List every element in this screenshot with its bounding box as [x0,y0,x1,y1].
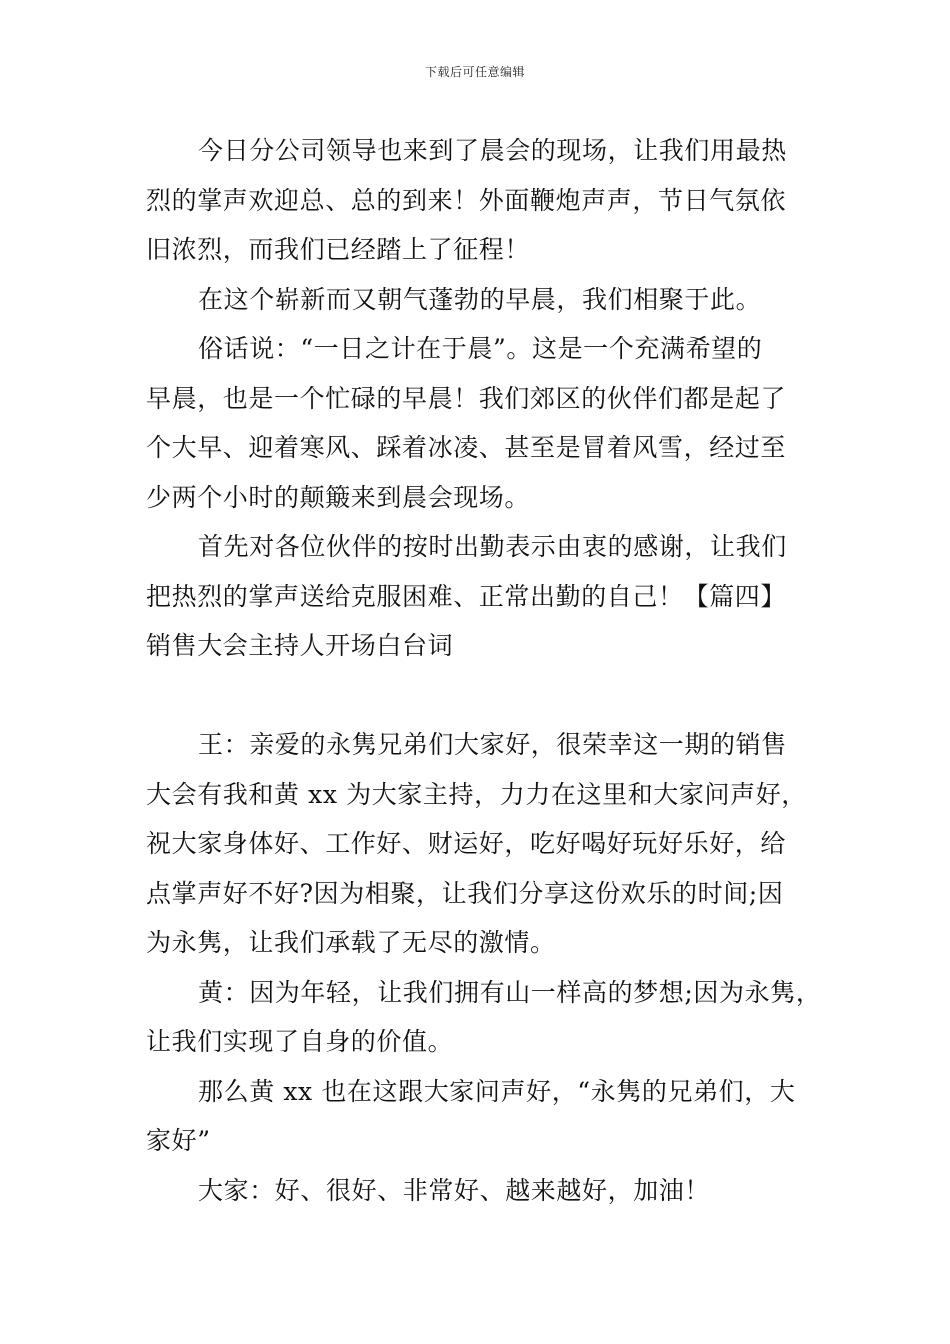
paragraph-line: 俗话说：“一日之计在于晨”。这是一个充满希望的 [198,334,763,363]
page-header: 下载后可任意编辑 [424,65,525,79]
section-title-line: 销售大会主持人开场白台词 [146,631,454,660]
paragraph-line: 那么黄 xx 也在这跟大家问声好，“永隽的兄弟们，大 [198,1076,796,1106]
paragraph-line: 王：亲爱的永隽兄弟们大家好，很荣幸这一期的销售 [198,730,787,759]
paragraph-line: 点掌声好不好?因为相聚，让我们分享这份欢乐的时间;因 [146,878,784,908]
paragraph-line: 家好” [146,1126,211,1155]
document-body [146,126,822,1215]
paragraph-line: 黄：因为年轻，让我们拥有山一样高的梦想;因为永隽， [198,977,822,1007]
paragraph-line: 为永隽，让我们承载了无尽的激情。 [146,928,556,957]
paragraph-line: 把热烈的掌声送给克服困难、正常出勤的自己！【篇四】 [146,581,787,611]
paragraph-line: 旧浓烈，而我们已经踏上了征程！ [146,235,531,264]
paragraph-line: 今日分公司领导也来到了晨会的现场，让我们用最热 [198,136,787,165]
paragraph-line: 大家：好、很好、非常好、越来越好，加油！ [198,1175,711,1205]
paragraph-line: 烈的掌声欢迎总、总的到来！外面鞭炮声声，节日气氛依 [146,185,787,215]
paragraph-line: 大会有我和黄 xx 为大家主持，力力在这里和大家问声好， [146,779,807,809]
paragraph-line: 少两个小时的颠簸来到晨会现场。 [146,482,531,512]
paragraph-line: 祝大家身体好、工作好、财运好，吃好喝好玩好乐好，给 [146,829,787,858]
paragraph-line: 在这个崭新而又朝气蓬勃的早晨，我们相聚于此。 [198,284,762,314]
paragraph-line: 早晨，也是一个忙碌的早晨！我们郊区的伙伴们都是起了 [146,383,787,413]
paragraph-line: 让我们实现了自身的价值。 [146,1027,454,1056]
blank-line [146,671,816,721]
paragraph-line: 个大早、迎着寒风、踩着冰凌、甚至是冒着风雪，经过至 [146,433,787,462]
paragraph-line: 首先对各位伙伴的按时出勤表示由衷的感谢，让我们 [198,532,787,561]
